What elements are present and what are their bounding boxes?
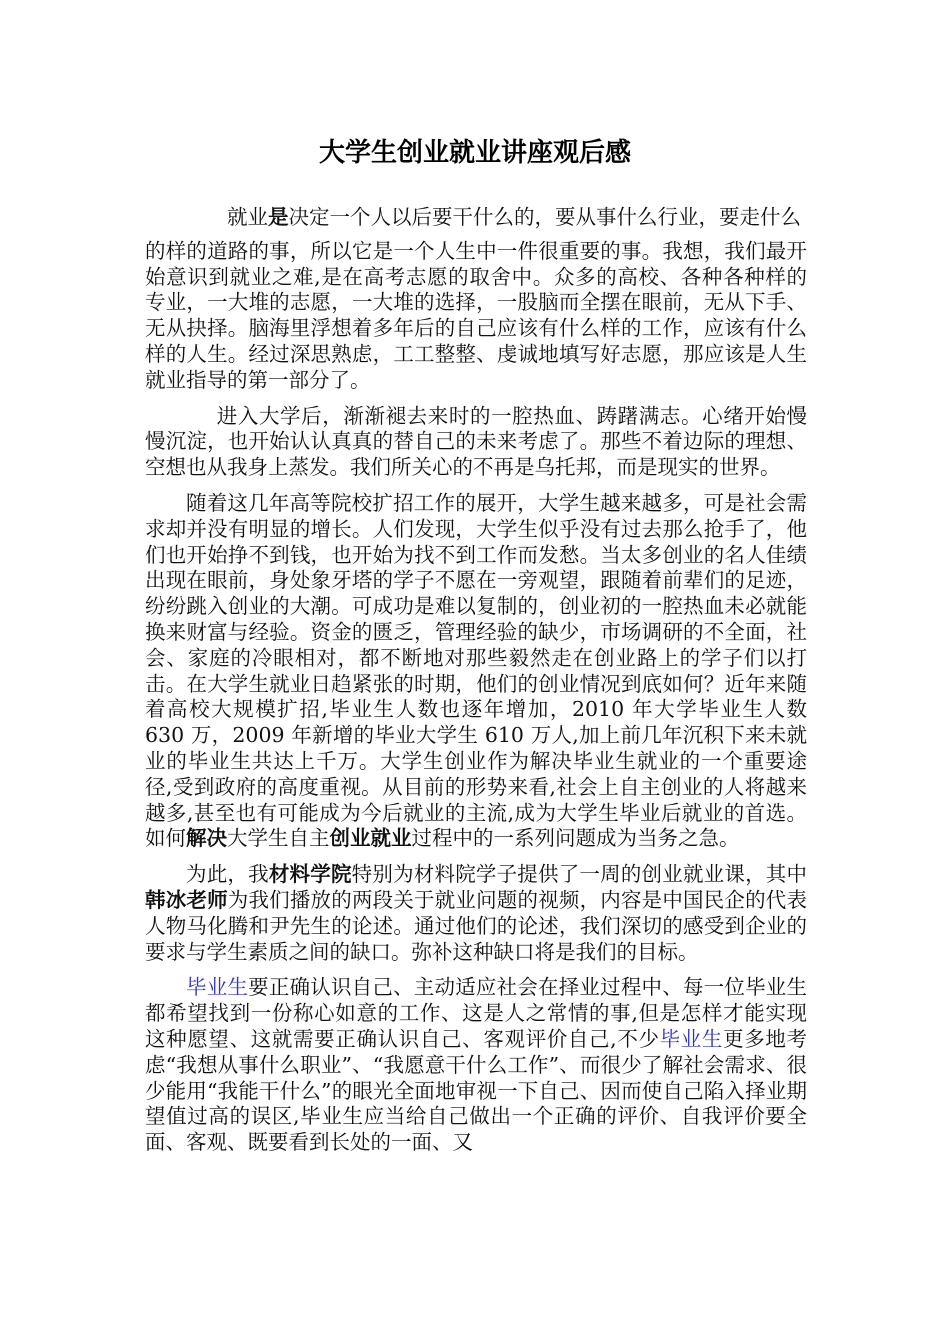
paragraph-1: [145, 205, 807, 394]
text-run: 更多地考虑“我想从事什么职业”、“我愿意干什么工作”、而很少了解社会需求、很少能用“我能干什么”的眼光全面地审视一下自己、因而使自己陷入择业期望值过高的误区,毕业生应当给自己做出一个正确的评价、自我评价要全面、客观、既要看到长处的一面、又: [145, 1026, 808, 1155]
bold-text-run: 材料学院: [268, 862, 352, 887]
text-run: 的样的道路的事，所以它是一个人生中一件很重要的事。我想，我们最开始意识到就业之难,是在高考志愿的取舍中。众多的高校、各种各种样的专业，一大堆的志愿，一大堆的选择，一股脑而全摆在眼前，无从下手、无从抉择。脑海里浮想着多年后的自己应该有什么样的工作，应该有什么样的人生。经过深思熟虑，工工整整、虔诚地填写好志愿，那应该是人生就业指导的第一部分了。: [145, 238, 807, 392]
bold-text-run: 韩冰老师: [145, 887, 228, 912]
paragraph-2: 进入大学后，渐渐褪去来时的一腔热血、踌躇满志。心绪开始慢慢沉淀，也开始认认真真的替自己的未来考虑了。那些不着边际的理想、空想也从我身上蒸发。我们所关心的不再是乌托邦，而是现实的世界。: [145, 403, 807, 480]
text-run: 特别为材料院学子提供了一周的创业就业课，其中: [351, 862, 807, 887]
text-run: 为我们播放的两段关于就业问题的视频，内容是中国民企的代表人物马化腾和尹先生的论述。通过他们的论述，我们深切的感受到企业的要求与学生素质之间的缺口。弥补这种缺口将是我们的目标。: [145, 887, 808, 964]
text-run: 过程中的一系列问题成为当务之急。: [411, 826, 740, 851]
paragraph-3: [145, 491, 807, 852]
text-run: 为此，我: [186, 862, 269, 887]
document-body: [145, 205, 807, 1166]
graduate-link[interactable]: 毕业生: [186, 975, 249, 1000]
graduate-link[interactable]: 毕业生: [659, 1026, 724, 1051]
bold-text-run: 创业就业: [329, 826, 412, 851]
paragraph-5: [145, 975, 807, 1156]
text-run: 大学生自主: [227, 826, 330, 851]
text-run: 要正确认识自己、主动适应社会在择业过程中、每一位毕业生都希望找到一份称心如意的工作、这是人之常情的事,但是怎样才能实现这种愿望、这就需要正确认识自己、客观评价自己,不少: [145, 975, 808, 1051]
document-title: 大学生创业就业讲座观后感: [318, 138, 631, 168]
paragraph-4: [145, 862, 807, 965]
bold-text-run: 解决: [186, 826, 227, 851]
text-run: 就业: [227, 205, 268, 229]
text-run: 随着这几年高等院校扩招工作的展开，大学生越来越多，可是社会需求却并没有明显的增长。人们发现，大学生似乎没有过去那么抢手了，他们也开始挣不到钱，也开始为找不到工作而发愁。当太多创业的名人佳绩出现在眼前，身处象牙塔的学子不愿在一旁观望，跟随着前辈们的足迹，纷纷跳入创业的大潮。可成功是难以复制的，创业初的一腔热血未必就能换来财富与经验。资金的匮乏，管理经验的缺少，市场调研的不全面，社会、家庭的冷眼相对，都不断地对那些毅然走在创业路上的学子们以打击。在大学生就业日趋紧张的时期，他们的创业情况到底如何？近年来随着高校大规模扩招,毕业生人数也逐年增加，2010 年大学毕业生人数 630 万，2009 年新增的毕业大学生 610 万人,加上前几年沉积下来未就业的毕业生共达上千万。大学生创业作为解决毕业生就业的一个重要途径,受到政府的高度重视。从目前的形势来看,社会上自主创业的人将越来越多,甚至也有可能成为今后就业的主流,成为大学生毕业后就业的首选。如何: [145, 490, 807, 851]
text-run: 决定一个人以后要干什么的，要从事什么行业，要走什么: [288, 205, 801, 229]
paragraph-1-first-line: [145, 205, 807, 231]
bold-text-run: 是: [268, 205, 289, 229]
